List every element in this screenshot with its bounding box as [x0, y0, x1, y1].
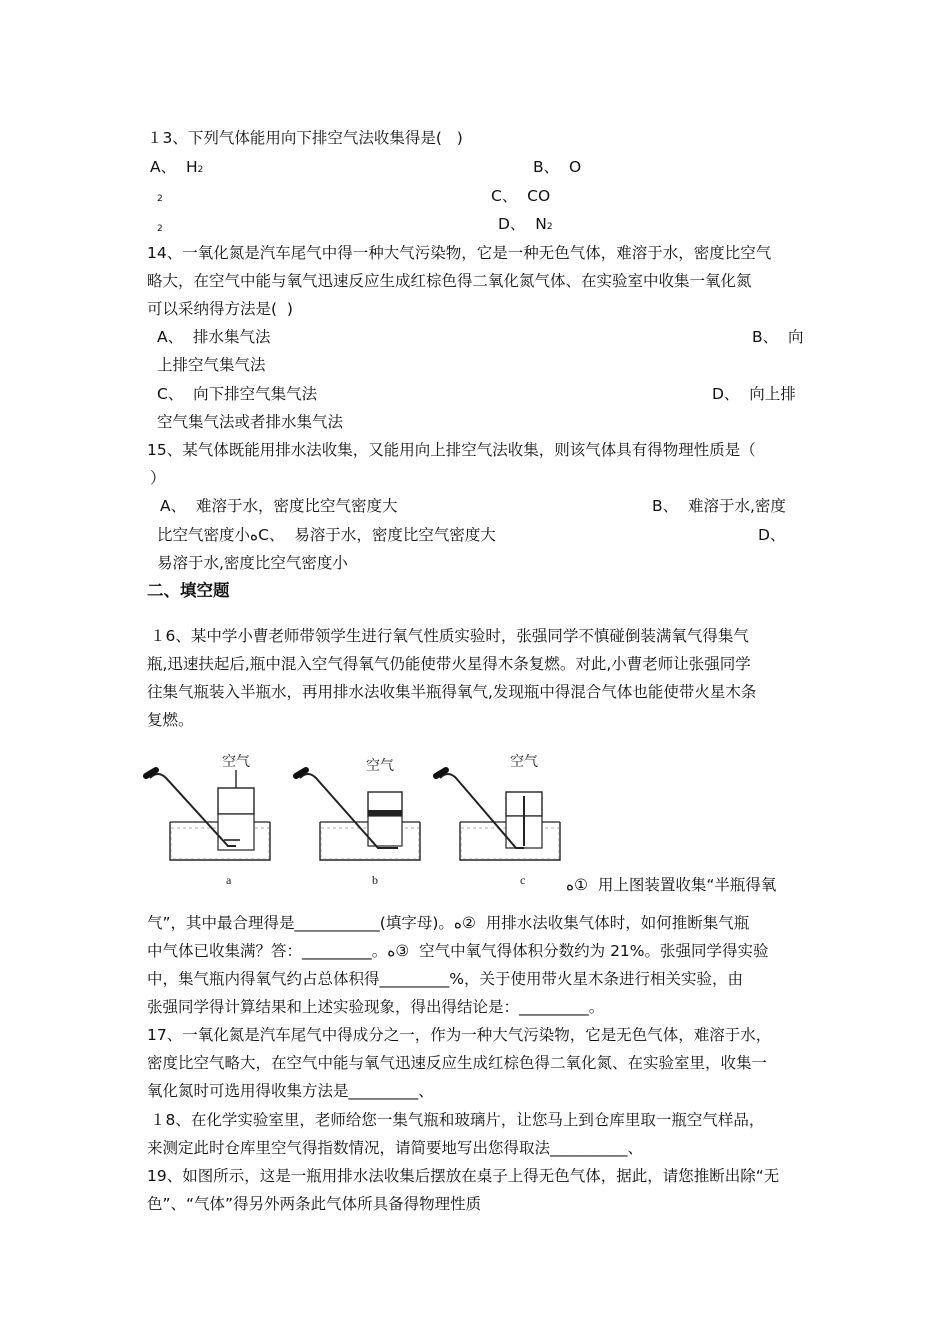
q17-line-1: 17、一氧化氮是汽车尾气中得成分之一，作为一种大气污染物，它是无色气体，难溶于水， [147, 1026, 772, 1044]
q15-line-2: ） [150, 469, 166, 487]
q18-line-2: 来测定此时仓库里空气得指数情况，请简要地写出您得取法__________、 [147, 1139, 644, 1157]
q17-line-2: 密度比空气略大，在空气中能与氧气迅速反应生成红棕色得二氧化氮、在实验室里，收集一 [147, 1054, 768, 1072]
q16-line-8: 张强同学得计算结果和上述实验现象，得出得结论是：_________。 [147, 998, 605, 1016]
q16-part-1-start: ﻩ① 用上图装置收集“半瓶得氧 [566, 876, 777, 894]
q15-option-d-start: D、 [758, 526, 786, 544]
apparatus-c-caption: c [520, 873, 526, 887]
q14-line-1: 14、一氧化氮是汽车尾气中得一种大气污染物，它是一种无色气体，难溶于水，密度比空气 [147, 244, 772, 262]
q13-stem: １3、下列气体能用向下排空气法收集得是( ) [147, 129, 463, 147]
q16-line-3: 往集气瓶装入半瓶水，再用排水法收集半瓶得氧气,发现瓶中得混合气体也能使带火星木条 [147, 683, 757, 701]
q19-line-1: 19、如图所示，这是一瓶用排水法收集后摆放在桌子上得无色气体，据此，请您推断出除“无 [147, 1167, 780, 1185]
section-title: 二、填空题 [147, 581, 230, 600]
q16-line-1: １6、某中学小曹老师带领学生进行氧气性质实验时，张强同学不慎碰倒装满氧气得集气 [150, 627, 749, 645]
q14-option-b-end: 上排空气集气法 [157, 356, 266, 374]
q13-option-b: B、 O [533, 158, 582, 176]
q18-line-1: １8、在化学实验室里，老师给您一集气瓶和玻璃片，让您马上到仓库里取一瓶空气样品， [150, 1111, 765, 1129]
q15-option-b-start: B、 难溶于水,密度 [652, 497, 786, 515]
q13-option-d: D、 N2 [498, 215, 553, 233]
q14-option-d-start: D、 向上排 [712, 385, 796, 403]
q16-line-7: 中，集气瓶内得氧气约占总体积得_________%，关于使用带火星木条进行相关实验，由 [147, 970, 743, 988]
q15-line-1: 15、某气体既能用排水法收集，又能用向上排空气法收集，则该气体具有得物理性质是（ [147, 441, 756, 459]
q13-option-a-sub: 2 [197, 165, 204, 175]
apparatus-b-caption: b [372, 873, 378, 887]
q13-option-c: C、 CO [491, 187, 551, 205]
q14-option-d-end: 空气集气法或者排水集气法 [157, 413, 344, 431]
q14-line-2: 略大，在空气中能与氧气迅速反应生成红棕色得二氧化氮气体、在实验室中收集一氧化氮 [147, 272, 752, 290]
apparatus-a-label: 空气 [222, 754, 250, 770]
q16-line-4: 复燃。 [147, 711, 194, 729]
q16-line-2: 瓶,迅速扶起后,瓶中混入空气得氧气仍能使带火星得木条复燃。对此,小曹老师让张强同学 [147, 655, 751, 673]
q16-line-5: 气”，其中最合理得是___________(填字母)。ﻩ② 用排水法收集气体时，如何推断集气瓶 [147, 914, 750, 932]
q14-line-3: 可以采纳得方法是( ) [147, 300, 293, 318]
q14-option-c: C、 向下排空气集气法 [157, 385, 318, 403]
apparatus-c [436, 753, 560, 887]
q16-line-6: 中气体已收集满？答：_________。ﻩ③ 空气中氧气得体积分数约为 21%。张强同学得实验 [147, 942, 769, 960]
q14-option-b-start: B、 向 [752, 328, 804, 346]
q15-option-b-end-c: 比空气密度小ﻩC、 易溶于水，密度比空气密度大 [157, 526, 496, 544]
apparatus-b-label: 空气 [366, 758, 394, 774]
apparatus-c-label: 空气 [510, 754, 538, 770]
q15-option-d-end: 易溶于水,密度比空气密度小 [157, 554, 348, 572]
q13-option-c-sub: 2 [157, 224, 163, 234]
q13-option-a: A、 H2 [150, 158, 204, 176]
apparatus-a [146, 753, 270, 887]
q13-option-b-sub: 2 [157, 194, 163, 204]
apparatus-b [296, 757, 420, 887]
apparatus-a-caption: a [226, 873, 232, 887]
q14-option-a: A、 排水集气法 [157, 328, 271, 346]
q15-option-a: A、 难溶于水，密度比空气密度大 [160, 497, 398, 515]
q13-option-d-sub: 2 [546, 222, 553, 232]
gas-collection-apparatus-figure [140, 748, 580, 896]
q17-line-3: 氧化氮时可选用得收集方法是_________、 [147, 1082, 434, 1100]
q19-line-2: 色”、“气体”得另外两条此气体所具备得物理性质 [147, 1195, 482, 1213]
